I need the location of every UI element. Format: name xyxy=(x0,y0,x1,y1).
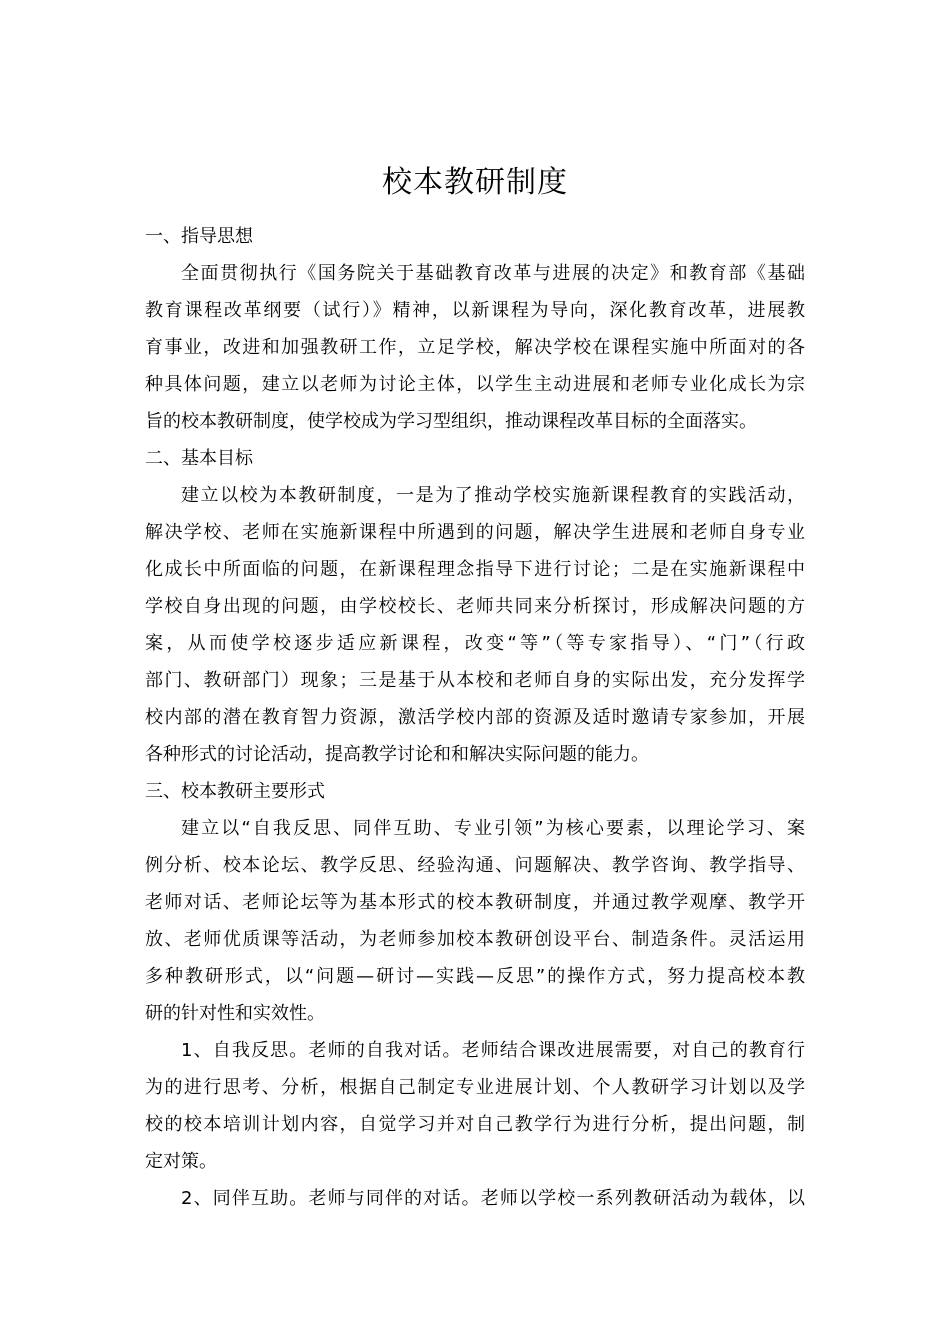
text-line: 放、老师优质课等活动，为老师参加校本教研创设平台、制造条件。灵活运用 xyxy=(145,929,805,950)
document-body xyxy=(145,218,805,1217)
text-line: 解决学校、老师在实施新课程中所遇到的问题，解决学生进展和老师自身专业 xyxy=(145,522,805,543)
text-line: 多种教研形式，以“问题—研讨—实践—反思”的操作方式，努力提高校本教 xyxy=(145,966,805,987)
text-line: 全面贯彻执行《国务院关于基础教育改革与进展的决定》和教育部《基础 xyxy=(181,263,805,284)
text-line: 1、自我反思。老师的自我对话。老师结合课改进展需要，对自己的教育行 xyxy=(181,1040,805,1061)
paragraph xyxy=(145,810,805,1032)
text-line: 例分析、校本论坛、教学反思、经验沟通、问题解决、教学咨询、教学指导、 xyxy=(145,855,805,876)
text-line: 育事业，改进和加强教研工作，立足学校，解决学校在课程实施中所面对的各 xyxy=(145,337,805,358)
list-item-peer-assistance xyxy=(145,1180,805,1217)
text-line: 校的校本培训计划内容，自觉学习并对自己教学行为进行分析，提出问题，制 xyxy=(145,1114,805,1135)
paragraph xyxy=(145,477,805,773)
text-line: 研的针对性和实效性。 xyxy=(145,1003,325,1024)
section-guiding-thought xyxy=(145,218,805,440)
text-line: 种具体问题，建立以老师为讨论主体，以学生主动进展和老师专业化成长为宗 xyxy=(145,374,805,395)
text-line: 建立以“自我反思、同伴互助、专业引领”为核心要素，以理论学习、案 xyxy=(181,818,805,839)
text-line: 老师对话、老师论坛等为基本形式的校本教研制度，并通过教学观摩、教学开 xyxy=(145,892,805,913)
text-line: 化成长中所面临的问题，在新课程理念指导下进行讨论；二是在实施新课程中 xyxy=(145,559,805,580)
section-heading: 一、指导思想 xyxy=(145,226,253,247)
list-item-self-reflection xyxy=(145,1032,805,1180)
section-basic-goals xyxy=(145,440,805,773)
section-main-forms xyxy=(145,773,805,1032)
text-line: 定对策。 xyxy=(145,1151,217,1172)
text-line: 建立以校为本教研制度，一是为了推动学校实施新课程教育的实践活动， xyxy=(181,485,805,506)
text-line: 部门、教研部门）现象；三是基于从本校和老师自身的实际出发，充分发挥学 xyxy=(145,670,805,691)
text-line: 各种形式的讨论活动，提高教学讨论和和解决实际问题的能力。 xyxy=(145,744,649,765)
text-line: 校内部的潜在教育智力资源，激活学校内部的资源及适时邀请专家参加，开展 xyxy=(145,707,805,728)
text-line: 2、同伴互助。老师与同伴的对话。老师以学校一系列教研活动为载体，以 xyxy=(181,1188,805,1209)
document-title: 校本教研制度 xyxy=(382,165,568,200)
section-heading: 三、校本教研主要形式 xyxy=(145,781,325,802)
text-line: 为的进行思考、分析，根据自己制定专业进展计划、个人教研学习计划以及学 xyxy=(145,1077,805,1098)
text-line: 案，从而使学校逐步适应新课程，改变“等”（等专家指导）、“门”（行政 xyxy=(145,633,805,654)
text-line: 旨的校本教研制度，使学校成为学习型组织，推动课程改革目标的全面落实。 xyxy=(145,411,757,432)
paragraph xyxy=(145,255,805,440)
text-line: 学校自身出现的问题，由学校校长、老师共同来分析探讨，形成解决问题的方 xyxy=(145,596,805,617)
text-line: 教育课程改革纲要（试行）》精神，以新课程为导向，深化教育改革，进展教 xyxy=(145,300,805,321)
section-heading: 二、基本目标 xyxy=(145,448,253,469)
